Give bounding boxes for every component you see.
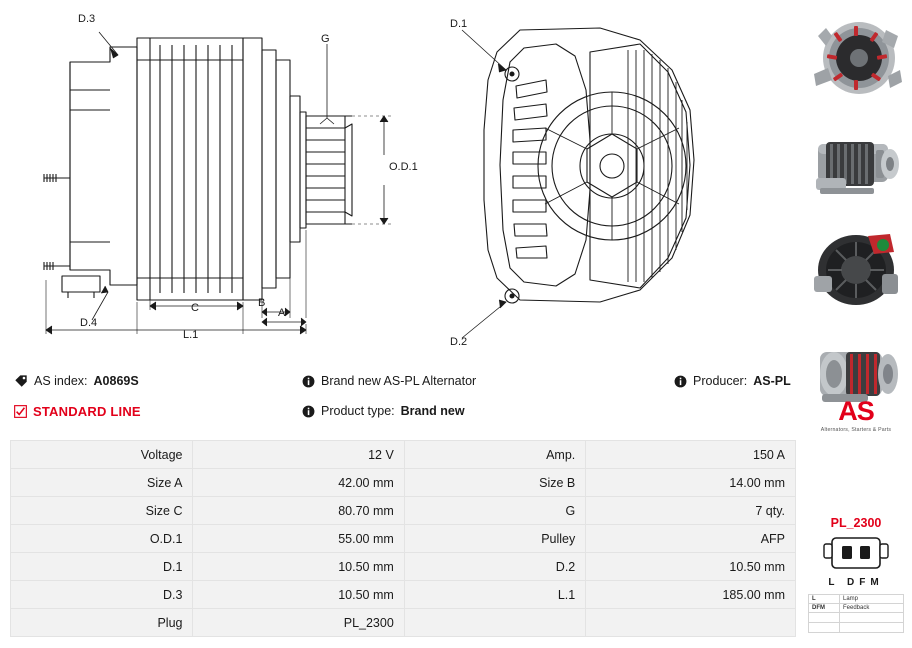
product-type-row xyxy=(302,404,465,418)
spec-label-empty xyxy=(404,609,585,637)
tag-icon xyxy=(14,374,28,388)
table-row xyxy=(11,497,796,525)
spec-label: O.D.1 xyxy=(11,525,193,553)
product-type-value: Brand new xyxy=(400,404,465,418)
spec-label: Size B xyxy=(404,469,585,497)
spec-label: D.3 xyxy=(11,581,193,609)
callout-g: G xyxy=(321,33,330,45)
callout-b: B xyxy=(258,297,266,309)
spec-value: 150 A xyxy=(586,441,796,469)
spec-value: AFP xyxy=(586,525,796,553)
spec-value: 12 V xyxy=(193,441,404,469)
plug-pin-desc: Feedback xyxy=(840,604,904,613)
plug-code: PL_2300 xyxy=(830,516,882,530)
callout-c: C xyxy=(191,302,199,314)
spec-label: D.2 xyxy=(404,553,585,581)
producer-row xyxy=(674,374,791,388)
description-row xyxy=(302,374,476,388)
plug-pin-key xyxy=(809,613,840,623)
spec-value: 14.00 mm xyxy=(586,469,796,497)
spec-label: L.1 xyxy=(404,581,585,609)
callout-d2: D.2 xyxy=(450,336,468,348)
plug-pin-desc: Lamp xyxy=(840,595,904,604)
spec-value: 55.00 mm xyxy=(193,525,404,553)
spec-value: 80.70 mm xyxy=(193,497,404,525)
spec-label: D.1 xyxy=(11,553,193,581)
spec-label: Pulley xyxy=(404,525,585,553)
spec-label: Voltage xyxy=(11,441,193,469)
description-text: Brand new AS-PL Alternator xyxy=(321,374,477,388)
standard-line-label: STANDARD LINE xyxy=(33,404,141,419)
callout-d1: D.1 xyxy=(450,18,468,30)
product-info-block xyxy=(14,370,796,432)
table-row xyxy=(11,441,796,469)
info-icon xyxy=(302,375,315,388)
plug-pin-key: L xyxy=(809,595,840,604)
alternator-photo-front[interactable] xyxy=(804,6,908,106)
spec-label: G xyxy=(404,497,585,525)
plug-pin-row xyxy=(809,595,904,604)
plug-pin-table xyxy=(808,594,904,633)
alternator-photo-rear[interactable] xyxy=(804,218,908,318)
info-icon xyxy=(674,375,687,388)
spec-label: Size C xyxy=(11,497,193,525)
brand-tagline: Alternators, Starters & Parts xyxy=(820,427,892,433)
table-row xyxy=(11,469,796,497)
callout-od1: O.D.1 xyxy=(389,161,418,173)
spec-label: Amp. xyxy=(404,441,585,469)
spec-label: Size A xyxy=(11,469,193,497)
standard-line-row xyxy=(14,404,141,419)
spec-value: 42.00 mm xyxy=(193,469,404,497)
callout-d3: D.3 xyxy=(78,13,96,25)
table-row xyxy=(11,525,796,553)
plug-pin-row xyxy=(809,613,904,623)
as-index-value: A0869S xyxy=(93,374,139,388)
spec-value: 7 qty. xyxy=(586,497,796,525)
callout-d4: D.4 xyxy=(80,317,98,329)
table-row xyxy=(11,609,796,637)
spec-value: 185.00 mm xyxy=(586,581,796,609)
info-icon xyxy=(302,405,315,418)
technical-drawings xyxy=(0,0,800,360)
checkbox-icon xyxy=(14,405,27,418)
product-photo-column xyxy=(800,0,912,648)
spec-value: 10.50 mm xyxy=(193,581,404,609)
plug-pin-key: DFM xyxy=(809,604,840,613)
plug-pin-labels: L DFM xyxy=(828,577,884,588)
plug-pin-desc xyxy=(840,623,904,633)
spec-value: 10.50 mm xyxy=(193,553,404,581)
drawing-svg xyxy=(0,0,800,360)
callout-a: A xyxy=(278,307,286,319)
plug-pin-desc xyxy=(840,613,904,623)
plug-pin-key xyxy=(809,623,840,633)
as-index-row xyxy=(14,374,139,388)
table-row xyxy=(11,581,796,609)
spec-label: Plug xyxy=(11,609,193,637)
spec-value: PL_2300 xyxy=(193,609,404,637)
producer-label: Producer: xyxy=(693,374,748,388)
brand-name: AS xyxy=(838,396,874,426)
specifications-table xyxy=(10,440,796,637)
plug-diagram xyxy=(814,534,898,577)
spec-value-empty xyxy=(586,609,796,637)
alternator-photo-side[interactable] xyxy=(804,112,908,212)
plug-pin-row xyxy=(809,604,904,613)
callout-l1: L.1 xyxy=(183,329,199,341)
plug-pin-row xyxy=(809,623,904,633)
product-type-label: Product type: xyxy=(321,404,395,418)
as-index-label: AS index: xyxy=(34,374,88,388)
producer-value: AS-PL xyxy=(753,374,791,388)
brand-logo xyxy=(808,398,904,433)
spec-value: 10.50 mm xyxy=(586,553,796,581)
table-row xyxy=(11,553,796,581)
